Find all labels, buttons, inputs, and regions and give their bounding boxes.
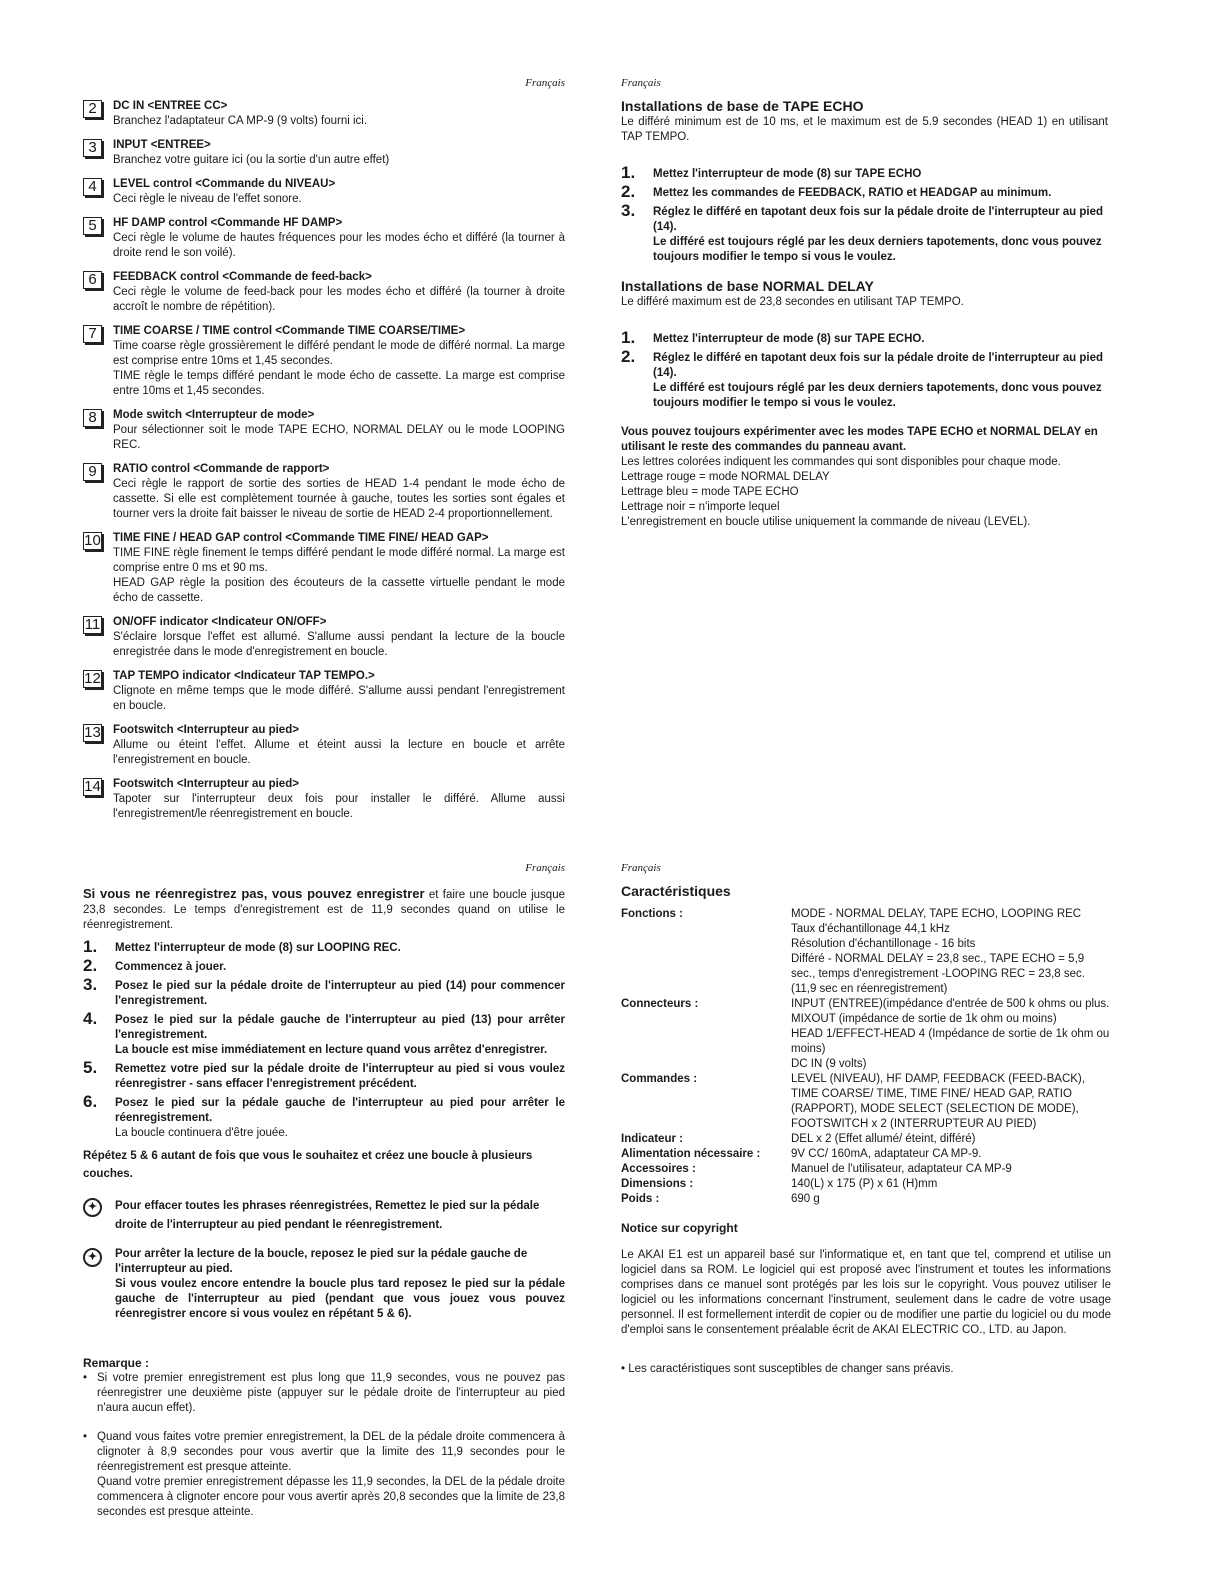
language-label: Français <box>525 862 565 874</box>
spec-row <box>621 1177 1111 1192</box>
control-item <box>83 462 565 522</box>
step-number: 2. <box>621 182 636 201</box>
item-desc-2: TIME règle le temps différé pendant le mode écho de cassette. La marge est comprise entre 10ms et 1,45 secondes. <box>113 370 565 397</box>
step-text: Mettez l'interrupteur de mode (8) sur TAPE ECHO. <box>653 333 925 345</box>
spec-label: Accessoires : <box>621 1163 696 1175</box>
step-number: 3. <box>83 975 98 994</box>
step-text: Posez le pied sur la pédale droite de l'interrupteur au pied (14) pour commencer l'enregistrement. <box>115 980 565 1007</box>
spec-row <box>621 1192 1111 1207</box>
spec-line: MIXOUT (impédance de sortie de 1k ohm ou moins) <box>791 1013 1057 1025</box>
item-title: Mode switch <Interrupteur de mode> <box>113 409 315 421</box>
item-number-box: 14 <box>84 778 101 795</box>
item-desc: TIME FINE règle finement le temps différé pendant le mode différé normal. La marge est comprise entre 0 ms et 90 ms. <box>113 547 565 574</box>
control-item <box>83 177 565 207</box>
item-number-box: 4 <box>83 178 102 196</box>
step-text: Posez le pied sur la pédale gauche de l'interrupteur au pied (13) pour arrêter l'enregistrement. <box>115 1014 565 1041</box>
experiment-text: Vous pouvez toujours expérimenter avec les modes TAPE ECHO et NORMAL DELAY en utilisant le reste des commandes du panneau avant. <box>621 426 1098 453</box>
item-title: TAP TEMPO indicator <Indicateur TAP TEMPO.> <box>113 670 375 682</box>
looping-steps <box>83 937 565 1141</box>
spec-row <box>621 1132 1111 1147</box>
spec-value <box>791 1132 1111 1147</box>
step-number: 5. <box>83 1058 98 1077</box>
spec-row <box>621 1072 1111 1132</box>
black-lettering: Lettrage noir = n'importe lequel <box>621 501 780 513</box>
normal-delay-note-text: Le différé est toujours réglé par les deux derniers tapotements, donc vous pouvez toujours modifier le tempo si vous le voulez. <box>653 382 1102 409</box>
item-desc: Ceci règle le rapport de sortie des sorties de HEAD 1-4 pendant le mode écho de cassette. Si elle est complètement tournée à gauche, toutes les sorties sont égales et tourner vers la droite fait baisser le niveau de sortie de HEAD 2-4 proportionnellement. <box>113 478 565 520</box>
looping-step <box>83 937 565 956</box>
tape-echo-heading: Installations de base de TAPE ECHO <box>621 98 864 114</box>
step-text: Mettez l'interrupteur de mode (8) sur LOOPING REC. <box>115 942 401 954</box>
spec-row <box>621 997 1111 1072</box>
colors-intro: Les lettres colorées indiquent les commandes qui sont disponibles pour chaque mode. <box>621 456 1061 468</box>
item-number-box: 12 <box>84 670 101 687</box>
step-text: Réglez le différé en tapotant deux fois sur la pédale droite de l'interrupteur au pied (14). <box>653 206 1104 233</box>
specs-list <box>621 907 1111 1207</box>
control-item <box>83 99 565 129</box>
item-desc-2: HEAD GAP règle la position des écouteurs de la cassette virtuelle pendant le mode écho de cassette. <box>113 577 565 604</box>
controls-list <box>83 99 565 822</box>
step-number: 1. <box>83 937 98 956</box>
item-number-box: 10 <box>84 532 101 549</box>
remark-2-text-b: Quand votre premier enregistrement dépasse les 11,9 secondes, la DEL de la pédale droite commencera à clignoter encore pour vous avertir après 20,8 secondes que la limite de 23,8 secondes est presque atteinte. <box>97 1476 565 1518</box>
item-title: TIME FINE / HEAD GAP control <Commande TIME FINE/ HEAD GAP> <box>113 532 489 544</box>
step-number: 1. <box>621 163 636 182</box>
spec-line: 9V CC/ 160mA, adaptateur CA MP-9. <box>791 1148 982 1160</box>
spec-line: LEVEL (NIVEAU), HF DAMP, FEEDBACK (FEED-BACK), TIME COARSE/ TIME, TIME FINE/ HEAD GAP, RATIO (RAPPORT), MODE SELECT (SELECTION DE MODE), FOOTSWITCH x 2 (INTERRUPTEUR AU PIED) <box>791 1073 1085 1130</box>
step-text: Mettez l'interrupteur de mode (8) sur TAPE ECHO <box>653 168 922 180</box>
spec-line: Résolution d'échantillonage - 16 bits <box>791 938 976 950</box>
item-title: DC IN <ENTREE CC> <box>113 100 228 112</box>
spec-line: Manuel de l'utilisateur, adaptateur CA MP-9 <box>791 1163 1012 1175</box>
control-item <box>83 324 565 399</box>
step-text: Remettez votre pied sur la pédale droite de l'interrupteur au pied si vous voulez réenregistrer - sans effacer l'enregistrement précédent. <box>115 1063 565 1090</box>
spec-line: 140(L) x 175 (P) x 61 (H)mm <box>791 1178 938 1190</box>
spec-line: 690 g <box>791 1193 820 1205</box>
language-label: Français <box>621 77 661 89</box>
step-text: Commencez à jouer. <box>115 961 227 973</box>
normal-delay-step <box>621 328 1108 347</box>
item-title: TIME COARSE / TIME control <Commande TIME COARSE/TIME> <box>113 325 466 337</box>
looping-step <box>83 975 565 1009</box>
red-lettering: Lettrage rouge = mode NORMAL DELAY <box>621 471 830 483</box>
spec-label: Dimensions : <box>621 1178 694 1190</box>
step-number: 3. <box>621 201 636 220</box>
step-note: La boucle continuera d'être jouée. <box>115 1127 288 1139</box>
copyright-title: Notice sur copyright <box>621 1221 738 1235</box>
item-desc: S'éclaire lorsque l'effet est allumé. S'allume aussi pendant la lecture de la boucle enregistrée dans le mode d'enregistrement en boucle. <box>113 631 565 658</box>
spec-value <box>791 1177 1111 1192</box>
spec-label: Alimentation nécessaire : <box>621 1148 761 1160</box>
repeat-text: Répétez 5 & 6 autant de fois que vous le souhaitez et créez une boucle à plusieurs couches. <box>83 1150 533 1180</box>
item-title: LEVEL control <Commande du NIVEAU> <box>113 178 336 190</box>
spec-line: MODE - NORMAL DELAY, TAPE ECHO, LOOPING REC <box>791 908 1082 920</box>
spec-value <box>791 1162 1111 1177</box>
normal-delay-step <box>621 347 1108 381</box>
spec-label: Commandes : <box>621 1073 698 1085</box>
control-item <box>83 615 565 660</box>
delay-setup-page <box>621 76 1108 530</box>
looping-step <box>83 1092 565 1141</box>
erase-tip <box>83 1197 565 1235</box>
normal-delay-note <box>621 381 1108 411</box>
item-number-box: 7 <box>83 325 102 343</box>
item-number-box: 6 <box>83 271 102 289</box>
item-number-box: 9 <box>83 463 102 481</box>
copyright-text: Le AKAI E1 est un appareil basé sur l'informatique et, en tant que tel, comprend et utilise un logiciel dans sa ROM. Le logiciel qui est proposé avec l'instrument et toutes les informations comprises dans ce manuel sont protégés par les lois sur le copyright. Vous pouvez utiliser le logiciel ou les informations concernant l'instrument, seulement dans le cadre de votre usage personnel. Il est formellement interdit de copier ou de modifier une partie du logiciel ou du mode d'emploi sans le consentement préalable écrit de AKAI ELECTRIC CO., LTD. au Japon. <box>621 1249 1111 1336</box>
spec-line: INPUT (ENTREE)(impédance d'entrée de 500 k ohms ou plus. <box>791 998 1110 1010</box>
item-desc: Ceci règle le volume de hautes fréquences pour les modes écho et différé (la tourner à droite rend le son voilé). <box>113 232 565 259</box>
language-label: Français <box>621 862 661 874</box>
control-item <box>83 216 565 261</box>
stop-tip <box>83 1247 565 1322</box>
control-item <box>83 531 565 606</box>
looping-step <box>83 956 565 975</box>
item-number-box: 11 <box>84 616 101 633</box>
item-number-box: 5 <box>83 217 102 235</box>
spec-line: HEAD 1/EFFECT-HEAD 4 (Impédance de sortie de 1k ohm ou moins) <box>791 1028 1110 1055</box>
looping-step <box>83 1009 565 1058</box>
item-title: FEEDBACK control <Commande de feed-back> <box>113 271 372 283</box>
step-number: 2. <box>83 956 98 975</box>
step-note: La boucle est mise immédiatement en lecture quand vous arrêtez d'enregistrer. <box>115 1044 548 1056</box>
looping-step <box>83 1058 565 1092</box>
item-number-box: 2 <box>83 100 102 118</box>
step-number: 1. <box>621 328 636 347</box>
step-text: Mettez les commandes de FEEDBACK, RATIO et HEADGAP au minimum. <box>653 187 1052 199</box>
tape-echo-step <box>621 182 1108 201</box>
spec-row <box>621 1147 1111 1162</box>
tape-echo-step <box>621 163 1108 182</box>
specs-page <box>621 861 1111 1377</box>
item-desc: Time coarse règle grossièrement le différé pendant le mode de différé normal. La marge est comprise entre 10ms et 1,45 secondes. <box>113 340 565 367</box>
blue-lettering: Lettrage bleu = mode TAPE ECHO <box>621 486 799 498</box>
item-number-box: 3 <box>83 139 102 157</box>
looping-page <box>83 861 565 1520</box>
spec-value <box>791 1147 1111 1162</box>
spec-value <box>791 997 1111 1072</box>
item-number-box: 13 <box>84 724 101 741</box>
loop-level-note: L'enregistrement en boucle utilise uniquement la commande de niveau (LEVEL). <box>621 516 1031 528</box>
tape-echo-note <box>621 235 1108 265</box>
spec-line: DC IN (9 volts) <box>791 1058 867 1070</box>
step-text: Posez le pied sur la pédale gauche de l'interrupteur au pied pour arrêter le réenregistrement. <box>115 1097 565 1124</box>
item-number-box: 8 <box>83 409 102 427</box>
item-title: Footswitch <Interrupteur au pied> <box>113 724 299 736</box>
control-item <box>83 138 565 168</box>
tape-echo-intro: Le différé minimum est de 10 ms, et le maximum est de 5.9 secondes (HEAD 1) en utilisant TAP TEMPO. <box>621 116 1108 143</box>
remark-1: • Si votre premier enregistrement est plus long que 11,9 secondes, vous ne pouvez pas réenregistrer une deuxième piste (appuyer sur le pédale droite de l'interrupteur au pied n'aura aucun effet). <box>83 1371 565 1416</box>
language-label: Français <box>525 77 565 89</box>
looping-intro-rest: et faire une boucle jusque 23,8 secondes. Le temps d'enregistrement est de 11,9 secondes quand on utilise le réenregistrement. <box>83 889 565 931</box>
spec-value <box>791 1192 1111 1207</box>
control-item <box>83 408 565 453</box>
spec-line: Taux d'échantillonage 44,1 kHz <box>791 923 950 935</box>
item-desc: Clignote en même temps que le mode différé. S'allume aussi pendant l'enregistrement en boucle. <box>113 685 565 712</box>
erase-tip-text: Pour effacer toutes les phrases réenregistrées, Remettez le pied sur la pédale droite de l'interrupteur au pied pendant le réenregistrement. <box>115 1200 540 1231</box>
star-icon: ✦ <box>83 1198 102 1217</box>
spec-label: Connecteurs : <box>621 998 699 1010</box>
change-notice: • Les caractéristiques sont susceptibles de changer sans préavis. <box>621 1363 954 1375</box>
looping-intro-bold: Si vous ne réenregistrez pas, vous pouvez enregistrer <box>83 886 425 901</box>
star-icon: ✦ <box>83 1248 102 1267</box>
normal-delay-steps <box>621 328 1108 381</box>
stop-tip-text: Pour arrêter la lecture de la boucle, reposez le pied sur la pédale gauche de l'interrupteur au pied. <box>115 1248 528 1275</box>
normal-delay-intro: Le différé maximum est de 23,8 secondes en utilisant TAP TEMPO. <box>621 296 964 308</box>
remark-2-text: • Quand vous faites votre premier enregistrement, la DEL de la pédale droite commencera à clignoter à 8,9 secondes pour vous avertir que la limite des 11,9 secondes pour le réenregistrement est presque atteinte. <box>97 1431 565 1473</box>
tape-echo-step <box>621 201 1108 235</box>
looping-intro <box>83 886 565 933</box>
spec-line: Différé - NORMAL DELAY = 23,8 sec., TAPE ECHO = 5,9 sec., temps d'enregistrement -LOOPING REC = 23,8 sec. (11,9 sec en réenregistrement) <box>791 953 1085 995</box>
step-number: 4. <box>83 1009 98 1028</box>
spec-row <box>621 907 1111 997</box>
item-desc: Branchez l'adaptateur CA MP-9 (9 volts) fourni ici. <box>113 115 368 127</box>
spec-label: Poids : <box>621 1193 660 1205</box>
item-desc: Allume ou éteint l'effet. Allume et éteint aussi la lecture en boucle et arrête l'enregistrement en boucle. <box>113 739 565 766</box>
control-item <box>83 723 565 768</box>
item-desc: Branchez votre guitare ici (ou la sortie d'un autre effet) <box>113 154 390 166</box>
item-desc: Tapoter sur l'interrupteur deux fois pour installer le différé. Allume aussi l'enregistrement/le réenregistrement en boucle. <box>113 793 565 820</box>
spec-value <box>791 1072 1111 1132</box>
specs-title: Caractéristiques <box>621 883 731 899</box>
step-number: 2. <box>621 347 636 366</box>
spec-line: DEL x 2 (Effet allumé/ éteint, différé) <box>791 1133 976 1145</box>
control-item <box>83 270 565 315</box>
item-title: RATIO control <Commande de rapport> <box>113 463 330 475</box>
item-desc: Ceci règle le volume de feed-back pour les modes écho et différé (la tourner à droite accroît le nombre de répétition). <box>113 286 565 313</box>
stop-tip-text-2: Si vous voulez encore entendre la boucle plus tard reposez le pied sur la pédale gauche de l'interrupteur au pied (pendant que vous jouez vous pouvez réenregistrer encore si vous voulez en répétant 5 & 6). <box>115 1278 565 1320</box>
remark-title: Remarque : <box>83 1356 150 1370</box>
remark-2 <box>83 1430 565 1520</box>
spec-label: Indicateur : <box>621 1133 683 1145</box>
tape-echo-note-text: Le différé est toujours réglé par les deux derniers tapotements, donc vous pouvez toujours modifier le tempo si vous le voulez. <box>653 236 1102 263</box>
normal-delay-heading: Installations de base NORMAL DELAY <box>621 278 874 294</box>
item-title: INPUT <ENTREE> <box>113 139 211 151</box>
item-desc: Pour sélectionner soit le mode TAPE ECHO, NORMAL DELAY ou le mode LOOPING REC. <box>113 424 565 451</box>
controls-page <box>83 76 565 831</box>
item-title: ON/OFF indicator <Indicateur ON/OFF> <box>113 616 327 628</box>
spec-value <box>791 907 1111 997</box>
step-number: 6. <box>83 1092 98 1111</box>
item-desc: Ceci règle le niveau de l'effet sonore. <box>113 193 302 205</box>
step-text: Réglez le différé en tapotant deux fois sur la pédale droite de l'interrupteur au pied (14). <box>653 352 1104 379</box>
item-title: Footswitch <Interrupteur au pied> <box>113 778 299 790</box>
spec-row <box>621 1162 1111 1177</box>
tape-echo-steps <box>621 163 1108 235</box>
control-item <box>83 777 565 822</box>
spec-label: Fonctions : <box>621 908 683 920</box>
control-item <box>83 669 565 714</box>
item-title: HF DAMP control <Commande HF DAMP> <box>113 217 343 229</box>
